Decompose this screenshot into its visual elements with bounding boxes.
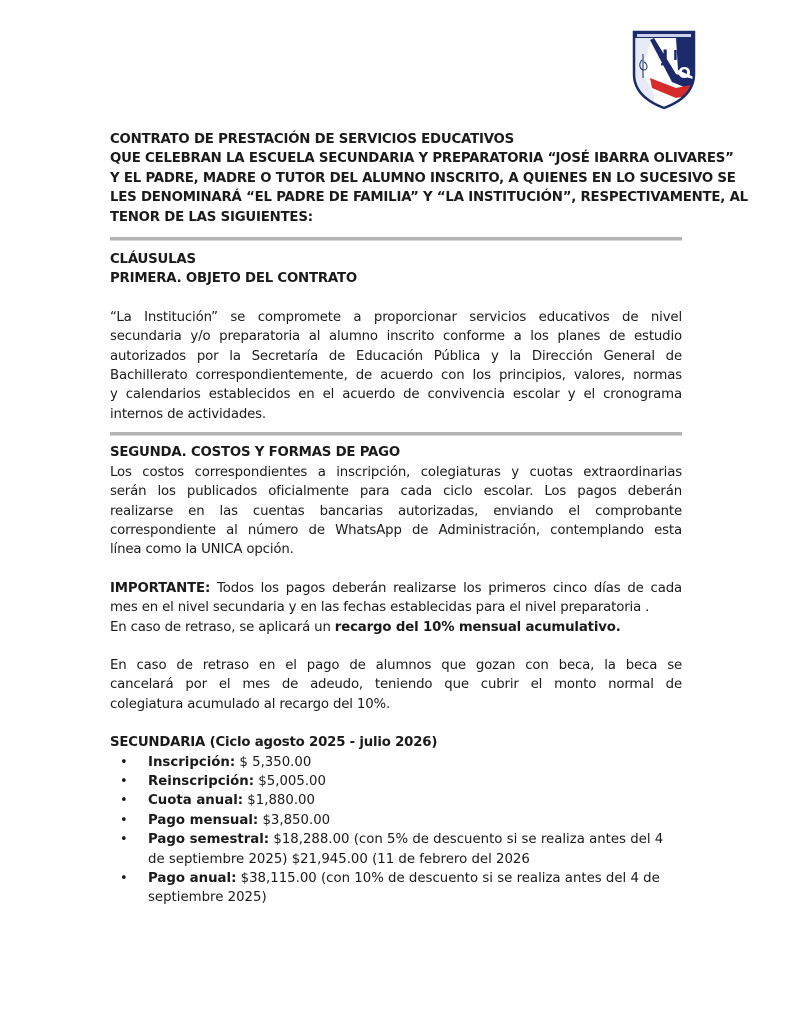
contract-title	[110, 130, 748, 227]
paragraph-line: “La Institución” se compromete a proporcionar servicios educativos de nivel	[110, 309, 682, 325]
paragraph-line: Los costos correspondientes a inscripción, colegiaturas y cuotas extraordinarias	[110, 464, 682, 480]
fee-item-pago-anual	[110, 869, 682, 908]
fee-value: $1,880.00	[243, 793, 315, 809]
contract-document	[110, 130, 748, 908]
bullet-icon: •	[120, 793, 128, 809]
fee-value: $5,005.00	[254, 773, 326, 789]
fee-value: $ 5,350.00	[235, 754, 312, 770]
paragraph-line: cancelará por el mes de adeudo, teniendo que cubrir el monto normal de	[110, 677, 682, 693]
paragraph-line: y calendarios establecidos en el acuerdo de convivencia escolar y el cronograma	[110, 387, 682, 403]
paragraph-line: serán los publicados oficialmente para cada ciclo escolar. Los pagos deberán	[110, 484, 682, 500]
paragraph-line: secundaria y/o preparatoria al alumno inscrito conforme a los planes de estudio	[110, 329, 682, 345]
primera-heading: PRIMERA. OBJETO DEL CONTRATO	[110, 271, 357, 287]
title-line: QUE CELEBRAN LA ESCUELA SECUNDARIA Y PREPARATORIA “JOSÉ IBARRA OLIVARES”	[110, 151, 734, 167]
paragraph-line	[110, 579, 682, 598]
beca-paragraph	[110, 656, 682, 714]
paragraph-line: realizarse en las cuentas bancarias autorizadas, enviando el comprobante	[110, 503, 682, 519]
bullet-icon: •	[120, 773, 128, 789]
fee-label: Cuota anual:	[148, 793, 244, 809]
paragraph-line: En caso de retraso en el pago de alumnos que gozan con beca, la beca se	[110, 657, 682, 673]
paragraph-line	[110, 618, 682, 637]
bullet-icon: •	[120, 812, 128, 828]
title-line: Y EL PADRE, MADRE O TUTOR DEL ALUMNO INSCRITO, A QUIENES EN LO SUCESIVO SE	[110, 170, 736, 186]
fee-item-cuota-anual	[110, 791, 682, 810]
paragraph-line: Bachillerato correspondientemente, de acuerdo con los principios, valores, normas	[110, 368, 682, 384]
svg-text:O: O	[678, 64, 691, 82]
importante-text: En caso de retraso, se aplicará un	[110, 619, 335, 635]
fee-item-inscripcion	[110, 753, 682, 772]
bullet-icon: •	[120, 832, 128, 848]
fee-label: Reinscripción:	[148, 773, 255, 789]
svg-text:I: I	[673, 49, 678, 64]
importante-paragraph	[110, 579, 682, 637]
fee-label: Pago anual:	[148, 871, 237, 886]
paragraph-line: colegiatura acumulado al recargo del 10%.	[110, 696, 391, 712]
school-crest-logo	[632, 30, 696, 110]
importante-text: Todos los pagos deberán realizarse los primeros cinco días de cada	[210, 580, 682, 596]
paragraph-line: internos de actividades.	[110, 406, 267, 422]
title-line: TENOR DE LAS SIGUIENTES:	[110, 209, 313, 225]
fee-label: Inscripción:	[148, 754, 236, 770]
primera-paragraph	[110, 308, 682, 424]
fee-item-pago-mensual	[110, 811, 682, 830]
fee-value: $18,288.00 (con 5% de descuento si se realiza antes del 4 de septiembre 2025) $21,945.00 (11 de febrero del 2026	[148, 832, 664, 867]
segunda-paragraph	[110, 463, 682, 560]
fee-label: Pago semestral:	[148, 832, 270, 848]
paragraph-line: mes en el nivel secundaria y en las fechas establecidas para el nivel preparatoria .	[110, 600, 650, 616]
secundaria-fee-list	[110, 753, 682, 908]
fee-item-reinscripcion	[110, 772, 682, 791]
bullet-icon: •	[120, 754, 128, 770]
fee-value: $38,115.00 (con 10% de descuento si se realiza antes del 4 de septiembre 2025)	[148, 871, 660, 906]
clausulas-heading: CLÁUSULAS	[110, 252, 196, 268]
title-line: CONTRATO DE PRESTACIÓN DE SERVICIOS EDUCATIVOS	[110, 132, 515, 147]
paragraph-line: correspondiente al número de WhatsApp de Administración, contemplando esta	[110, 522, 682, 538]
importante-label: IMPORTANTE:	[110, 580, 211, 596]
crest-initial-j: J	[662, 47, 669, 67]
segunda-heading: SEGUNDA. COSTOS Y FORMAS DE PAGO	[110, 445, 400, 461]
paragraph-line: línea como la UNICA opción.	[110, 542, 294, 558]
fee-item-pago-semestral	[110, 830, 682, 869]
bullet-icon: •	[120, 871, 128, 886]
paragraph-line: autorizados por la Secretaría de Educación Pública y la Dirección General de	[110, 348, 682, 364]
fee-label: Pago mensual:	[148, 812, 259, 828]
fee-value: $3,850.00	[258, 812, 331, 828]
surcharge-notice: recargo del 10% mensual acumulativo.	[334, 619, 621, 635]
crest-shield-icon	[632, 30, 696, 110]
title-line: LES DENOMINARÁ “EL PADRE DE FAMILIA” Y “LA INSTITUCIÓN”, RESPECTIVAMENTE, AL	[110, 190, 748, 206]
secundaria-heading: SECUNDARIA (Ciclo agosto 2025 - julio 2026)	[110, 735, 438, 751]
